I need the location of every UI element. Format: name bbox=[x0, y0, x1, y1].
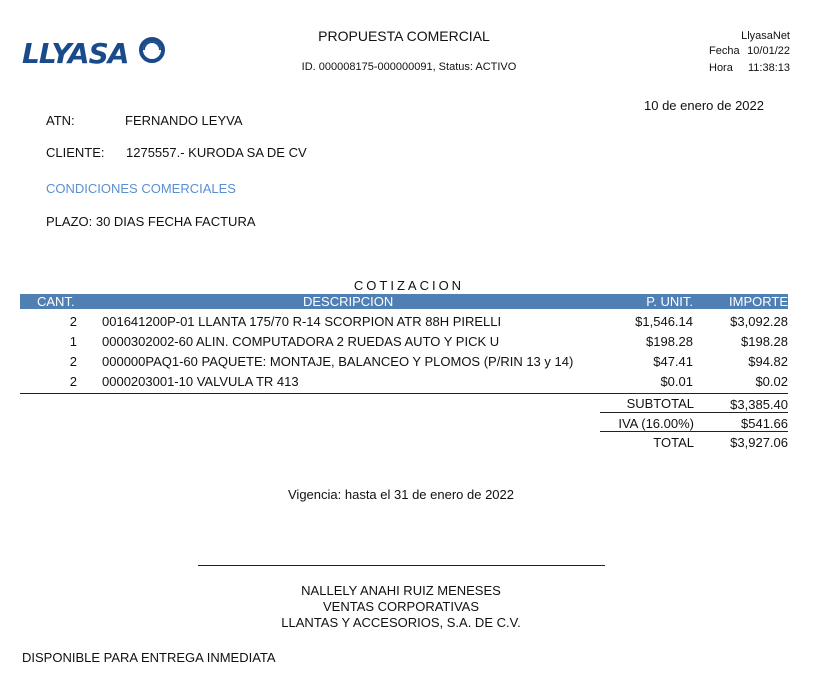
item-unit-price: $198.28 bbox=[646, 334, 693, 349]
table-header bbox=[20, 294, 788, 309]
atn-label: ATN: bbox=[46, 113, 75, 128]
item-desc: 001641200P-01 LLANTA 175/70 R-14 SCORPION ATR 88H PIRELLI bbox=[102, 314, 502, 329]
total-label: TOTAL bbox=[653, 435, 694, 450]
col-header-total: IMPORTE bbox=[729, 294, 788, 309]
item-qty: 2 bbox=[69, 314, 77, 329]
cliente-value: 1275557.- KURODA SA DE CV bbox=[126, 145, 307, 160]
col-header-qty: CANT. bbox=[37, 294, 75, 309]
subtotal-label: SUBTOTAL bbox=[626, 396, 694, 411]
vigencia-text: Vigencia: hasta el 31 de enero de 2022 bbox=[288, 487, 514, 502]
item-total: $0.02 bbox=[755, 374, 788, 389]
iva-label: IVA (16.00%) bbox=[618, 416, 694, 431]
document-id-status: ID. 000008175-000000091, Status: ACTIVO bbox=[301, 61, 517, 73]
condiciones-heading: CONDICIONES COMERCIALES bbox=[46, 181, 236, 196]
col-header-desc: DESCRIPCION bbox=[303, 294, 394, 309]
item-desc: 0000203001-10 VALVULA TR 413 bbox=[102, 374, 299, 389]
total-value: $3,927.06 bbox=[730, 435, 788, 450]
item-desc: 000000PAQ1-60 PAQUETE: MONTAJE, BALANCEO Y PLOMOS (P/RIN 13 y 14) bbox=[102, 354, 574, 369]
system-name: LlyasaNet bbox=[741, 30, 790, 42]
hora-label: Hora bbox=[709, 62, 733, 74]
table-row bbox=[20, 372, 788, 392]
signature-line bbox=[198, 565, 605, 566]
col-header-unit: P. UNIT. bbox=[646, 294, 693, 309]
document-date: 10 de enero de 2022 bbox=[644, 98, 764, 113]
fecha-value: 10/01/22 bbox=[747, 45, 790, 57]
cliente-label: CLIENTE: bbox=[46, 145, 105, 160]
atn-value: FERNANDO LEYVA bbox=[125, 113, 243, 128]
subtotal-divider bbox=[600, 412, 788, 413]
item-unit-price: $1,546.14 bbox=[635, 314, 693, 329]
document-title: PROPUESTA COMERCIAL bbox=[318, 28, 490, 44]
item-total: $198.28 bbox=[741, 334, 788, 349]
table-row bbox=[20, 312, 788, 332]
item-qty: 2 bbox=[69, 354, 77, 369]
fecha-label: Fecha bbox=[709, 45, 740, 57]
table-row bbox=[20, 332, 788, 352]
footer-note: DISPONIBLE PARA ENTREGA INMEDIATA bbox=[22, 650, 276, 665]
quote-title: COTIZACION bbox=[353, 278, 465, 293]
logo-text: LLYASA bbox=[22, 37, 129, 68]
table-row bbox=[20, 352, 788, 372]
signature-name: NALLELY ANAHI RUIZ MENESES bbox=[301, 583, 501, 598]
iva-divider bbox=[600, 431, 788, 432]
plazo-text: PLAZO: 30 DIAS FECHA FACTURA bbox=[46, 214, 256, 229]
item-unit-price: $47.41 bbox=[653, 354, 693, 369]
item-qty: 1 bbox=[69, 334, 77, 349]
item-desc: 0000302002-60 ALIN. COMPUTADORA 2 RUEDAS AUTO Y PICK U bbox=[102, 334, 500, 349]
signature-department: VENTAS CORPORATIVAS bbox=[322, 599, 480, 614]
subtotal-value: $3,385.40 bbox=[730, 397, 788, 412]
item-qty: 2 bbox=[69, 374, 77, 389]
hora-value: 11:38:13 bbox=[747, 62, 790, 74]
table-divider bbox=[20, 393, 788, 394]
item-unit-price: $0.01 bbox=[660, 374, 693, 389]
signature-company: LLANTAS Y ACCESORIOS, S.A. DE C.V. bbox=[281, 615, 521, 630]
iva-value: $541.66 bbox=[741, 416, 788, 431]
item-total: $3,092.28 bbox=[730, 314, 788, 329]
item-total: $94.82 bbox=[748, 354, 788, 369]
